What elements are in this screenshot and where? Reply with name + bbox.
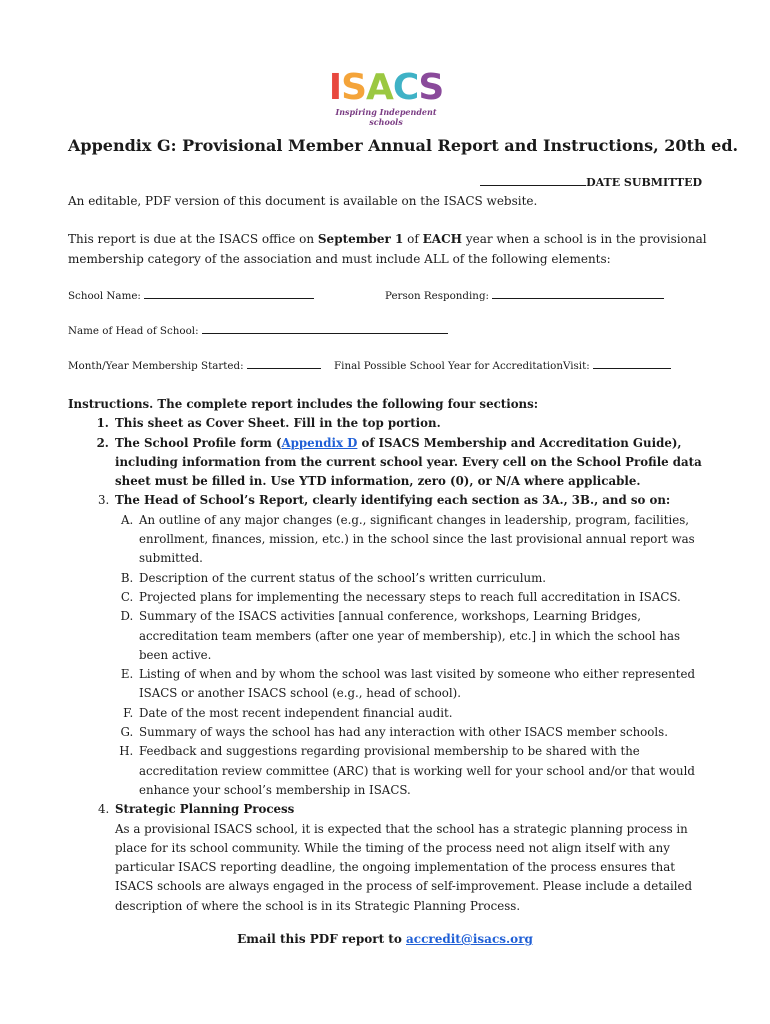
head-of-school-label: Name of Head of School:	[68, 325, 199, 337]
due-text-2: of	[403, 232, 423, 246]
isacs-logo	[326, 67, 446, 127]
due-paragraph	[68, 230, 707, 269]
logo-letter: I	[328, 67, 342, 108]
head-of-school-field[interactable]	[68, 322, 448, 342]
month-year-field[interactable]	[68, 357, 321, 377]
date-submitted-label: DATE SUBMITTED	[586, 176, 702, 189]
sub-item: F. Date of the most recent independent financial audit.	[137, 704, 708, 723]
due-text-4: membership category of the association and must include ALL of the following elements:	[68, 251, 611, 266]
item-3-text: The Head of School’s Report, clearly identifying each section as 3A., 3B., and so on:	[115, 493, 671, 508]
instructions-section	[68, 395, 708, 916]
email-line	[0, 932, 770, 946]
school-name-blank[interactable]	[144, 288, 314, 299]
due-each: EACH	[422, 232, 462, 246]
sub-item: E. Listing of when and by whom the school was last visited by someone who either represented ISACS or another ISACS school (e.g., head of school).	[137, 665, 708, 704]
date-submitted-field[interactable]	[480, 175, 702, 189]
instruction-item-4	[113, 800, 708, 916]
logo-letter: S	[418, 67, 444, 108]
final-year-blank[interactable]	[593, 358, 671, 369]
due-text-1: This report is due at the ISACS office on	[68, 232, 318, 246]
head-of-school-blank[interactable]	[202, 323, 448, 334]
school-name-label: School Name:	[68, 290, 141, 302]
month-year-blank[interactable]	[247, 358, 321, 369]
email-link[interactable]: accredit@isacs.org	[406, 932, 533, 946]
sub-item: H. Feedback and suggestions regarding provisional membership to be shared with the accreditation review committee (ARC) that is working well for your school and/or that would enhance your school’s membership in ISACS.	[137, 742, 708, 800]
item-4-text: As a provisional ISACS school, it is expected that the school has a strategic planning process in place for its school community. While the timing of the process need not align itself with any particular ISACS reporting deadline, the ongoing implementation of the process ensures that ISACS schools are always engaged in the process of self-improvement. Please include a detailed description of where the school is in its Strategic Planning Process.	[115, 821, 693, 913]
instruction-item-3	[113, 491, 708, 800]
item-4-title: Strategic Planning Process	[115, 802, 295, 817]
item-2-post: of ISACS Membership and Accreditation Guide), including information from the current school year. Every cell on the School Profile data sheet must be filled in. Use YTD information, zero (0), or N/A where applicable.	[115, 435, 702, 489]
due-text-3: year when a school is in the provisional	[462, 232, 707, 246]
sub-item: D. Summary of the ISACS activities [annual conference, workshops, Learning Bridges, accreditation team members (after one year of membership), etc.] in which the school has been active.	[137, 607, 708, 665]
sub-item: C. Projected plans for implementing the necessary steps to reach full accreditation in ISACS.	[137, 588, 708, 607]
item-2-pre: The School Profile form (	[115, 435, 282, 450]
appendix-d-link[interactable]: Appendix D	[281, 435, 358, 450]
person-responding-label: Person Responding:	[385, 290, 489, 302]
head-report-sublist	[115, 511, 708, 800]
person-responding-blank[interactable]	[492, 288, 664, 299]
editable-note: An editable, PDF version of this document is available on the ISACS website.	[68, 194, 538, 208]
instruction-item-1	[113, 414, 708, 433]
instructions-list	[68, 414, 708, 916]
logo-tagline: Inspiring Independent schools	[335, 107, 437, 127]
logo-letter: A	[366, 67, 393, 108]
person-responding-field[interactable]	[385, 287, 664, 307]
school-name-field[interactable]	[68, 287, 314, 307]
final-year-label: Final Possible School Year for AccreditationVisit:	[334, 360, 590, 372]
email-label: Email this PDF report to	[237, 932, 407, 946]
logo-letter: C	[392, 67, 419, 108]
sub-item: B. Description of the current status of the school’s written curriculum.	[137, 569, 708, 588]
instruction-item-2	[113, 434, 708, 492]
due-date: September 1	[317, 232, 404, 246]
logo-letter: S	[341, 67, 367, 108]
item-1-text: This sheet as Cover Sheet. Fill in the top portion.	[115, 416, 441, 431]
page-title: Appendix G: Provisional Member Annual Report and Instructions, 20th ed.	[68, 136, 739, 155]
final-year-field[interactable]	[334, 357, 671, 377]
month-year-label: Month/Year Membership Started:	[68, 360, 244, 372]
logo-wordmark	[326, 67, 446, 108]
instructions-heading: Instructions. The complete report includes the following four sections:	[68, 397, 539, 411]
sub-item: G. Summary of ways the school has had any interaction with other ISACS member schools.	[137, 723, 708, 742]
sub-item: A. An outline of any major changes (e.g., significant changes in leadership, program, facilities, enrollment, finances, mission, etc.) in the school since the last provisional annual report was submitted.	[137, 511, 708, 569]
date-blank[interactable]	[480, 175, 586, 186]
